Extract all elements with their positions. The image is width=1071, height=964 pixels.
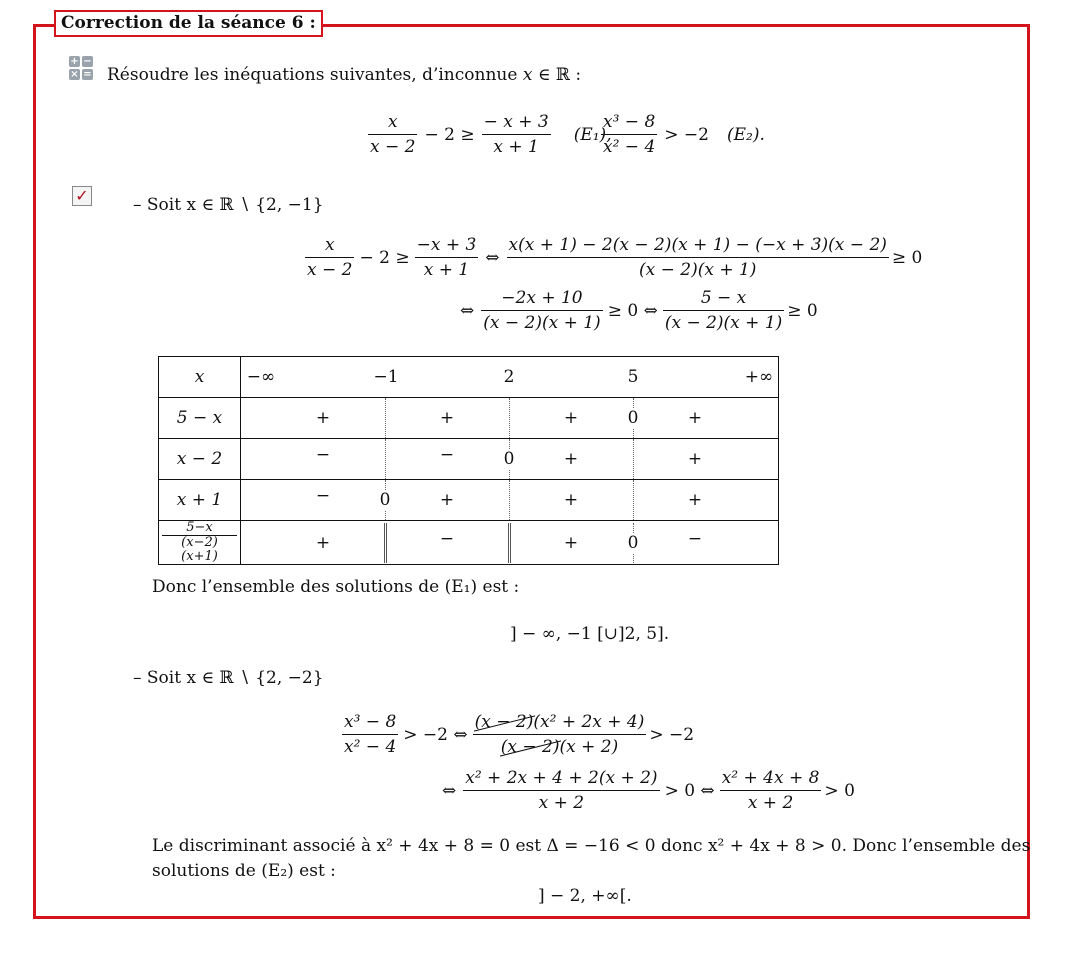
- row-label: 5 − x: [159, 398, 241, 439]
- sign-cell: −: [315, 486, 331, 506]
- sign-cell: −: [315, 445, 331, 465]
- tick-label: 2: [503, 367, 515, 387]
- part1-conclusion: Donc l’ensemble des solutions de (E₁) est :: [152, 577, 520, 597]
- calculator-icon: + − × =: [70, 56, 92, 80]
- page-title: Correction de la séance 6 :: [54, 10, 323, 37]
- part2-solution: ] − 2, +∞[.: [538, 886, 632, 906]
- row-label: x − 2: [159, 439, 241, 480]
- row-label: x + 1: [159, 480, 241, 521]
- table-row: [159, 480, 779, 521]
- sign-cell: +: [439, 490, 455, 510]
- sign-cell: −: [439, 445, 455, 465]
- checkmark-icon: ✓: [72, 186, 92, 206]
- sign-cell: +: [315, 408, 331, 428]
- equation-e2: $\frac{\text{x³ − 8}}{\text{x² − 4}}$ > −2 (E₂).: [603, 112, 765, 157]
- sign-cell: +: [439, 408, 455, 428]
- tick-label: −1: [373, 367, 399, 387]
- part1-solution: ] − ∞, −1 [∪]2, 5].: [510, 624, 670, 644]
- sign-cell: 0: [627, 408, 639, 428]
- sign-cell: +: [687, 408, 703, 428]
- sign-cell: +: [315, 532, 331, 553]
- table-row: [159, 357, 779, 398]
- sign-cell: +: [563, 532, 579, 553]
- sign-cell: 0: [503, 449, 515, 469]
- part2-line2: ⇔ $\frac{\text{x² + 2x + 4 + 2(x + 2)}}{x + 2}$ > 0 ⇔ $\frac{\text{x² + 4x + 8}}{x + 2}$ > 0: [442, 768, 855, 813]
- part2-discriminant: Le discriminant associé à x² + 4x + 8 = 0 est Δ = −16 < 0 donc x² + 4x + 8 > 0. Donc l’ensemble des: [152, 836, 1031, 856]
- sign-cell: −: [687, 528, 703, 549]
- table-row: [159, 439, 779, 480]
- part2-line1: $\frac{\text{x³ − 8}}{\text{x² − 4}}$ > −2 ⇔ $\frac{\text{(x − 2)(x² + 2x + 4)}}{(x - 2)(x + 2)}$ > −2: [344, 712, 695, 757]
- table-header-x: x: [159, 357, 241, 398]
- sign-cell: +: [687, 449, 703, 469]
- sign-table: [158, 356, 779, 565]
- part2-domain: – Soit x ∈ ℝ ∖ {2, −2}: [133, 668, 324, 688]
- table-row: [159, 398, 779, 439]
- sign-cell: +: [563, 408, 579, 428]
- row-label: $\frac{5-x}{(x-2)(x+1)}$: [159, 521, 241, 565]
- tick-label: +∞: [744, 367, 774, 387]
- part1-line2: ⇔ $\frac{-2x + 10}{(x - 2)(x + 1)}$ ≥ 0 ⇔ $\frac{5 - x}{(x - 2)(x + 1)}$ ≥ 0: [460, 288, 818, 333]
- tick-label: −∞: [246, 367, 276, 387]
- sign-cell: −: [439, 528, 455, 549]
- sign-cell: +: [563, 490, 579, 510]
- sign-cell: 0: [627, 532, 639, 553]
- part1-line1: $\frac{x}{x - 2}$ − 2 ≥ $\frac{-x + 3}{x + 1}$ ⇔ $\frac{x(x + 1) - 2(x - 2)(x + 1) - (-x + 3)(x - 2)}{(x - 2)(x + 1)}$ ≥ 0: [307, 235, 923, 280]
- sign-cell: +: [687, 490, 703, 510]
- sign-cell: +: [563, 449, 579, 469]
- table-row: [159, 521, 779, 565]
- part2-discriminant-cont: solutions de (E₂) est :: [152, 861, 336, 881]
- statement: Résoudre les inéquations suivantes, d’inconnue x ∈ ℝ :: [107, 65, 582, 85]
- equation-e1: $\frac{x}{x - 2}$ − 2 ≥ $\frac{- x + 3}{x + 1}$ (E₁),: [370, 112, 612, 157]
- sign-cell: 0: [379, 490, 391, 510]
- tick-label: 5: [627, 367, 639, 387]
- part1-domain: – Soit x ∈ ℝ ∖ {2, −1}: [133, 195, 324, 215]
